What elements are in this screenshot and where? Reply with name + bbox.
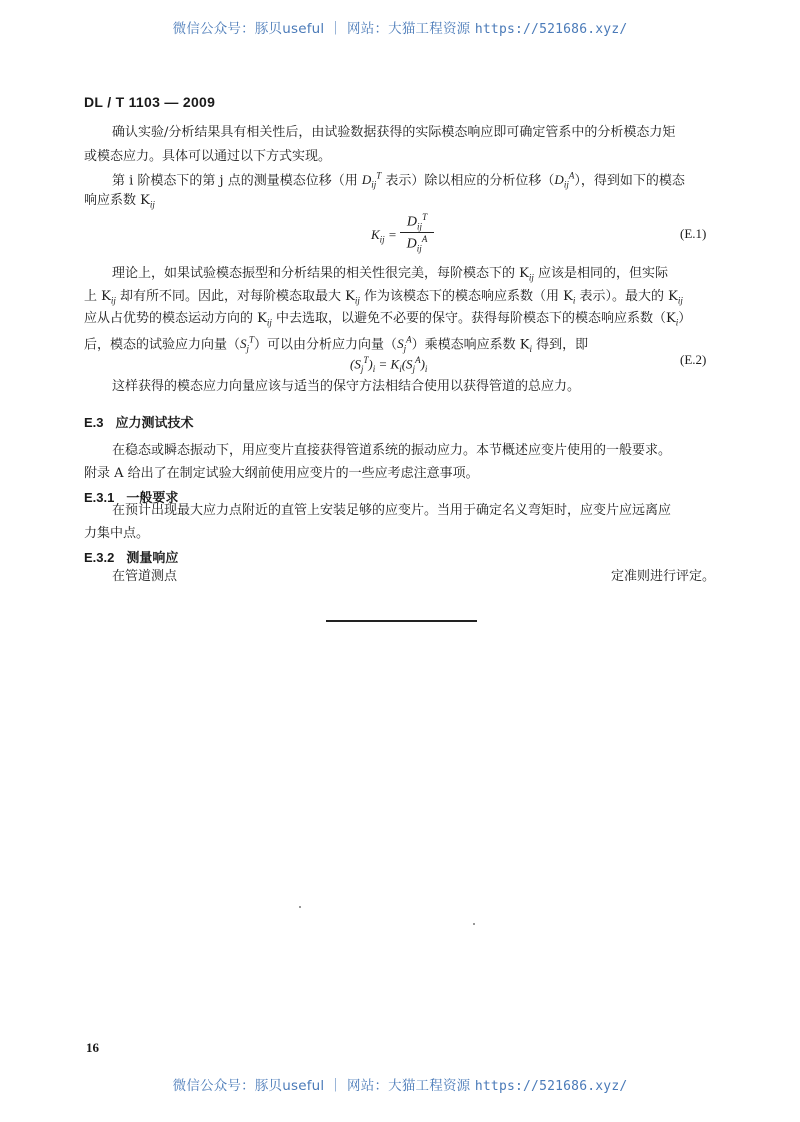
section-e31-title: 一般要求: [126, 491, 179, 506]
scan-speck: [473, 923, 475, 925]
e31-line2: 力集中点。: [84, 526, 150, 541]
eq2-formula: $(S_j^T)_i = K_i(S_j^A)_i$: [350, 355, 428, 374]
p3-line1-b: 应该是相同的，但实际: [533, 266, 669, 281]
p3-line4-b: ）可以由分析应力向量（: [254, 337, 398, 353]
p3-line2-a: 上 K: [84, 289, 111, 304]
p4: 这样获得的模态应力向量应该与适当的保守方法相结合使用以获得管道的总应力。: [112, 379, 581, 394]
e3-line2: 附录 A 给出了在制定试验大纲前使用应变片的一些应考虑注意事项。: [84, 466, 479, 481]
eq1-fraction-bar: [400, 232, 434, 233]
p3-line2-d: 表示）。最大的 K: [575, 289, 678, 304]
end-rule: [326, 620, 477, 622]
p3-line3: 应从占优势的模态运动方向的 $K_{ij}$ 中去选取，以避免不必要的保守。获得每阶模态下的模态响应系数$(K_i)$: [84, 311, 692, 328]
p2-line2: 响应系数 $K_{ij}$: [84, 193, 155, 210]
document-code: DL / T 1103 — 2009: [84, 94, 216, 110]
p2-line2-text: 响应系数 K: [84, 193, 150, 208]
section-e32-title: 测量响应: [126, 551, 179, 566]
eq1-label: (E.1): [680, 226, 707, 241]
watermark-top-url: https://521686.xyz/: [474, 22, 628, 37]
section-e32-number: E.3.2: [84, 550, 115, 565]
page-number: 16: [86, 1040, 99, 1055]
p3-line3-c: ）: [678, 311, 692, 326]
eq1-fraction: [400, 212, 434, 254]
e32-line1-b: 定准则进行评定。: [611, 569, 716, 584]
section-e31-number: E.3.1: [84, 490, 115, 505]
eq1-denominator: $D_{ij}^A$: [406, 234, 428, 254]
symbol-d-ij-t: $D_{ij}^T$: [361, 171, 382, 190]
p3-line1: 理论上，如果试验模态振型和分析结果的相关性很完美，每阶模态下的 $K_{ij}$ 应该是相同的，但实际: [112, 266, 669, 283]
p1-line1: 确认实验/分析结果具有相关性后，由试验数据获得的实际模态响应即可确定管系中的分析模态力矩: [112, 125, 676, 140]
section-e3-number: E.3: [84, 415, 104, 430]
scan-speck: [299, 906, 301, 908]
p3-line2-c: 作为该模态下的模态响应系数（用 K: [359, 289, 573, 304]
watermark-top: [0, 17, 800, 37]
section-e3-heading: [84, 412, 194, 431]
watermark-top-prefix: 微信公众号：豚贝useful ｜ 网站：大猫工程资源: [172, 21, 475, 37]
watermark-bottom-prefix: 微信公众号：豚贝useful ｜ 网站：大猫工程资源: [172, 1078, 475, 1094]
section-e32-heading: [84, 547, 178, 566]
watermark-bottom-url: https://521686.xyz/: [474, 1079, 628, 1094]
p2-text-b: 表示）除以相应的分析位移（: [381, 173, 555, 189]
p3-line4-c: ）乘模态响应系数 K: [411, 337, 530, 353]
e31-line1: 在预计出现最大应力点附近的直管上安装足够的应变片。当用于确定名义弯矩时，应变片应远离应: [112, 503, 672, 518]
p3-line4-d: 得到，即: [531, 337, 589, 353]
p1-line2: 或模态应力。具体可以通过以下方式实现。: [84, 149, 332, 164]
p3-line2-b: 却有所不同。因此，对每阶模态取最大 K: [115, 289, 355, 304]
eq1-numerator: $D_{ij}^T$: [406, 212, 428, 232]
eq2-label: (E.2): [680, 352, 707, 367]
p3-line3-a: 应从占优势的模态运动方向的 K: [84, 311, 267, 326]
p2-line1: [112, 166, 685, 196]
p3-line3-b: 中去选取，以避免不必要的保守。获得每阶模态下的模态响应系数（K: [271, 311, 676, 326]
p3-line2: 上 $K_{ij}$ 却有所不同。因此，对每阶模态取最大 $K_{ij}$ 作为该模态下的模态响应系数（用 $K_i$ 表示）。最大的 $K_{ij}$: [84, 289, 683, 306]
section-e3-title: 应力测试技术: [115, 416, 194, 431]
e3-line1: 在稳态或瞬态振动下，用应变片直接获得管道系统的振动应力。本节概述应变片使用的一般要求。: [112, 443, 672, 458]
watermark-bottom: [0, 1074, 800, 1094]
p3-line4-a: 后，模态的试验应力向量（: [84, 337, 241, 353]
e32-line1-a: 在管道测点: [112, 569, 178, 584]
p2-text-a: 第 i 阶模态下的第 j 点的测量模态位移（用: [112, 173, 362, 189]
p2-text-c: ），得到如下的模态: [574, 173, 685, 189]
p3-line4: 后，模态的试验应力向量$(S_j^T)$可以由分析应力向量$(S_j^A)$乘模态响应系数 $K_i$ 得到，即: [84, 335, 589, 354]
p3-line1-a: 理论上，如果试验模态振型和分析结果的相关性很完美，每阶模态下的 K: [112, 266, 529, 281]
symbol-d-ij-a: $D_{ij}^A$: [554, 171, 575, 190]
eq1-lhs: $K_{ij}$ =: [371, 227, 397, 245]
